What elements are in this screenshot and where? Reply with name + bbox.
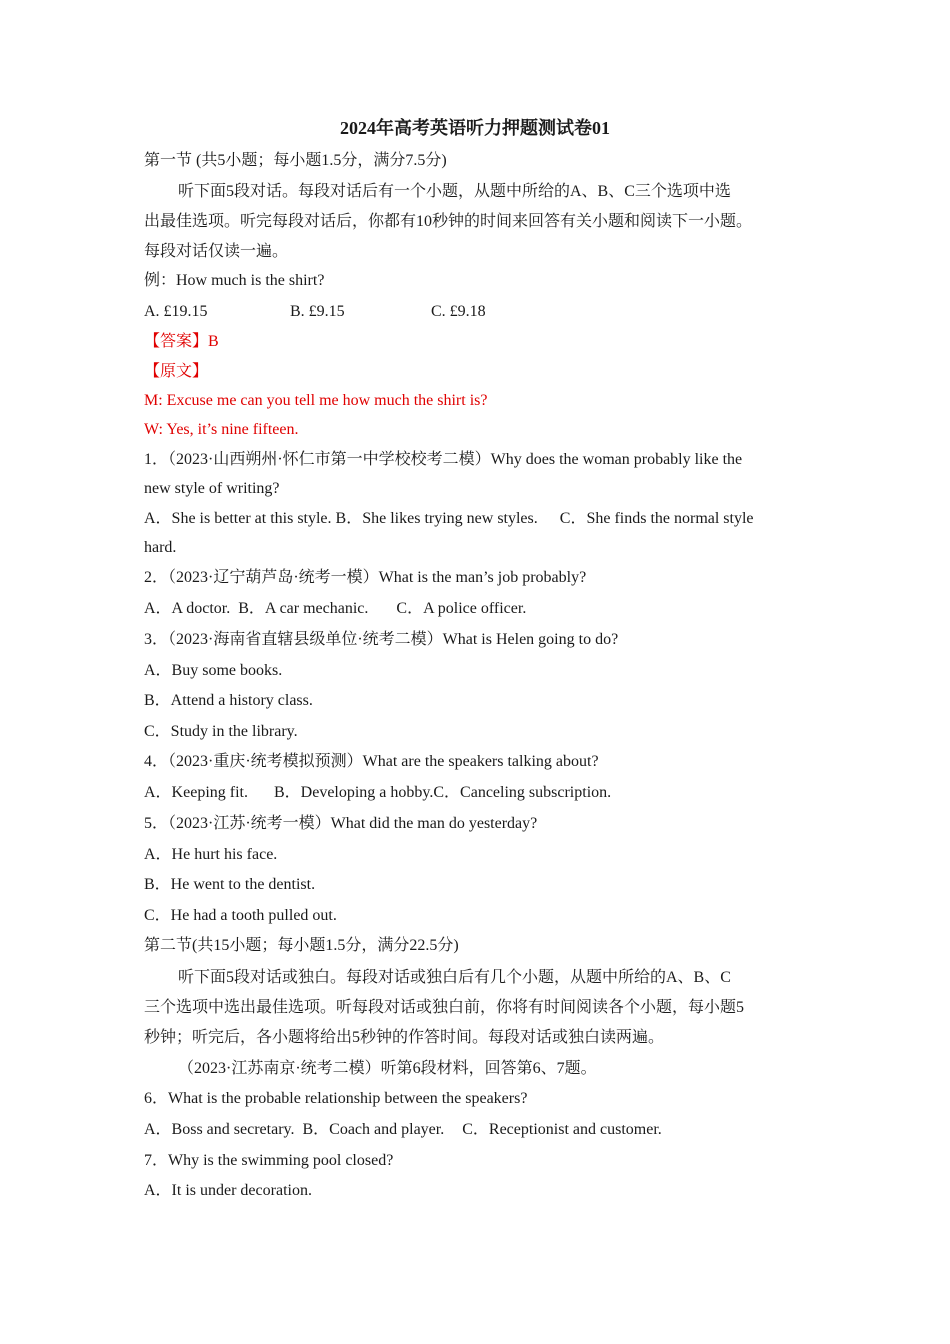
- question-2-options: [144, 599, 526, 619]
- option-b: B．A car mechanic.: [238, 600, 369, 617]
- question-4: 4．（2023·重庆·统考模拟预测）What are the speakers talking about?: [144, 753, 599, 770]
- section2-instruction-line: 三个选项中选出最佳选项。听每段对话或独白前，你将有时间阅读各个小题，每小题5: [144, 999, 745, 1016]
- section1-instruction-line: 每段对话仅读一遍。: [144, 243, 289, 260]
- question-2: 2．（2023·辽宁葫芦岛·统考一模）What is the man’s job probably?: [144, 569, 587, 586]
- example-options: [144, 302, 486, 322]
- question-5-option-b: B．He went to the dentist.: [144, 876, 316, 893]
- example-transcript-line: W: Yes, it’s nine fifteen.: [144, 421, 299, 438]
- question-7: 7．Why is the swimming pool closed?: [144, 1152, 394, 1169]
- question-5-option-c: C．He had a tooth pulled out.: [144, 907, 337, 924]
- section1-heading: 第一节 (共5小题；每小题1.5分，满分7.5分): [144, 152, 447, 169]
- question-1-cont: new style of writing?: [144, 480, 280, 497]
- option-a: A．Keeping fit.: [144, 784, 248, 801]
- option-a: A．She is better at this style.: [144, 510, 332, 527]
- option-a: A．Boss and secretary.: [144, 1121, 295, 1138]
- example-transcript-label: 【原文】: [144, 363, 209, 380]
- example-question: 例：How much is the shirt?: [144, 272, 325, 289]
- page-title: 2024年高考英语听力押题测试卷01: [340, 118, 610, 138]
- question-1-options: [144, 509, 754, 529]
- question-3-option-a: A．Buy some books.: [144, 662, 283, 679]
- example-option-b: B. £9.15: [290, 303, 345, 320]
- question-1-option-cont: hard.: [144, 539, 177, 556]
- section2-instruction-line: 听下面5段对话或独白。每段对话或独白后有几个小题，从题中所给的A、B、C: [178, 969, 731, 986]
- question-3-option-b: B．Attend a history class.: [144, 692, 313, 709]
- question-5-option-a: A．He hurt his face.: [144, 846, 278, 863]
- section1-instruction-line: 出最佳选项。听完每段对话后，你都有10秒钟的时间来回答有关小题和阅读下一小题。: [144, 213, 753, 230]
- option-c: C．Receptionist and customer.: [462, 1121, 662, 1138]
- option-c: C．She finds the normal style: [559, 510, 754, 527]
- example-transcript-line: M: Excuse me can you tell me how much the shirt is?: [144, 392, 488, 409]
- question-7-option-a: A．It is under decoration.: [144, 1182, 312, 1199]
- option-c: C．Canceling subscription.: [433, 784, 612, 801]
- question-6: 6．What is the probable relationship between the speakers?: [144, 1090, 528, 1107]
- option-b: B．She likes trying new styles.: [335, 510, 538, 527]
- example-option-a: A. £19.15: [144, 303, 208, 320]
- section2-instruction-line: 秒钟；听完后，各小题将给出5秒钟的作答时间。每段对话或独白读两遍。: [144, 1029, 665, 1046]
- question-5: 5．（2023·江苏·统考一模）What did the man do yesterday?: [144, 815, 538, 832]
- option-a: A．A doctor.: [144, 600, 231, 617]
- example-option-c: C. £9.18: [431, 303, 486, 320]
- question-1: 1．（2023·山西朔州·怀仁市第一中学校校考二模）Why does the woman probably like the: [144, 451, 743, 468]
- option-c: C．A police officer.: [396, 600, 527, 617]
- option-b: B．Developing a hobby.: [273, 784, 434, 801]
- question-4-options: [144, 783, 611, 803]
- question-3-option-c: C．Study in the library.: [144, 723, 298, 740]
- question-3: 3．（2023·海南省直辖县级单位·统考二模）What is Helen going to do?: [144, 631, 619, 648]
- example-answer: 【答案】B: [144, 333, 219, 350]
- section2-heading: 第二节(共15小题；每小题1.5分，满分22.5分): [144, 937, 459, 954]
- question-6-options: [144, 1120, 662, 1140]
- section1-instruction-line: 听下面5段对话。每段对话后有一个小题，从题中所给的A、B、C三个选项中选: [178, 183, 731, 200]
- option-b: B．Coach and player.: [302, 1121, 445, 1138]
- section2-source: （2023·江苏南京·统考二模）听第6段材料，回答第6、7题。: [178, 1060, 597, 1077]
